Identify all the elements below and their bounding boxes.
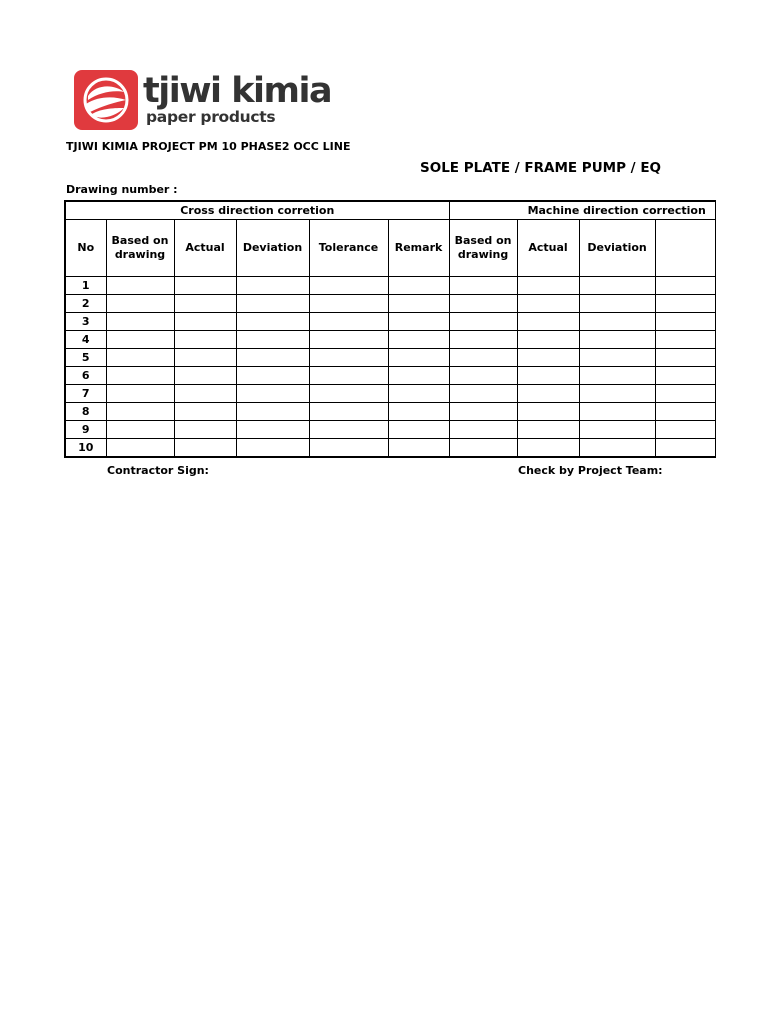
drawing-number-label: Drawing number : (66, 183, 178, 196)
table-cell[interactable] (106, 385, 174, 403)
table-cell[interactable] (174, 421, 236, 439)
table-cell[interactable] (174, 367, 236, 385)
row-number: 6 (65, 367, 106, 385)
row-number: 7 (65, 385, 106, 403)
table-cell[interactable] (517, 367, 579, 385)
table-cell[interactable] (174, 403, 236, 421)
row-number: 3 (65, 313, 106, 331)
table-cell[interactable] (309, 295, 388, 313)
table-cell[interactable] (655, 403, 715, 421)
group-header-machine: Machine direction correction (449, 201, 715, 220)
table-cell[interactable] (309, 421, 388, 439)
table-cell[interactable] (388, 349, 449, 367)
table-cell[interactable] (449, 277, 517, 295)
table-cell[interactable] (388, 439, 449, 458)
column-header-actual: Actual (174, 220, 236, 277)
tjiwi-kimia-logo-icon (74, 70, 138, 130)
table-cell[interactable] (655, 367, 715, 385)
table-cell[interactable] (517, 421, 579, 439)
table-cell[interactable] (449, 403, 517, 421)
row-number: 9 (65, 421, 106, 439)
table-cell[interactable] (174, 277, 236, 295)
table-cell[interactable] (655, 439, 715, 458)
table-cell[interactable] (655, 349, 715, 367)
table-cell[interactable] (388, 331, 449, 349)
table-cell[interactable] (655, 385, 715, 403)
table-cell[interactable] (106, 331, 174, 349)
table-cell[interactable] (449, 313, 517, 331)
table-cell[interactable] (579, 421, 655, 439)
column-header-based-on-drawing: Based on drawing (106, 220, 174, 277)
table-cell[interactable] (309, 349, 388, 367)
table-cell[interactable] (236, 367, 309, 385)
table-cell[interactable] (449, 349, 517, 367)
table-cell[interactable] (309, 313, 388, 331)
table-cell[interactable] (309, 403, 388, 421)
table-cell[interactable] (174, 385, 236, 403)
row-number: 2 (65, 295, 106, 313)
column-header-md-based-on-drawing: Based on drawing (449, 220, 517, 277)
table-cell[interactable] (309, 367, 388, 385)
table-cell[interactable] (106, 367, 174, 385)
table-cell[interactable] (174, 295, 236, 313)
table-cell[interactable] (174, 331, 236, 349)
column-header-deviation: Deviation (236, 220, 309, 277)
table-cell[interactable] (236, 349, 309, 367)
table-cell[interactable] (517, 349, 579, 367)
table-cell[interactable] (579, 331, 655, 349)
table-cell[interactable] (309, 385, 388, 403)
table-cell[interactable] (388, 367, 449, 385)
table-cell[interactable] (106, 421, 174, 439)
table-cell[interactable] (236, 403, 309, 421)
column-header-md-deviation: Deviation (579, 220, 655, 277)
logo-subtitle: paper products (146, 108, 276, 126)
row-number: 1 (65, 277, 106, 295)
table-cell[interactable] (236, 385, 309, 403)
table-cell[interactable] (236, 277, 309, 295)
table-cell[interactable] (655, 295, 715, 313)
table-cell[interactable] (236, 313, 309, 331)
table-cell[interactable] (309, 331, 388, 349)
table-cell[interactable] (579, 385, 655, 403)
table-cell[interactable] (236, 439, 309, 458)
row-number: 4 (65, 331, 106, 349)
table-cell[interactable] (388, 403, 449, 421)
table-cell[interactable] (236, 295, 309, 313)
table-cell[interactable] (174, 313, 236, 331)
table-cell[interactable] (579, 367, 655, 385)
column-header-md-hidden (655, 220, 715, 277)
project-title: TJIWI KIMIA PROJECT PM 10 PHASE2 OCC LINE (66, 140, 351, 153)
table-cell[interactable] (106, 349, 174, 367)
table-cell[interactable] (236, 421, 309, 439)
group-header-cross: Cross direction corretion (65, 201, 449, 220)
table-cell[interactable] (517, 313, 579, 331)
table-cell[interactable] (579, 277, 655, 295)
table-cell[interactable] (388, 385, 449, 403)
table-cell[interactable] (449, 385, 517, 403)
column-header-no: No (65, 220, 106, 277)
table-cell[interactable] (517, 331, 579, 349)
table-cell[interactable] (388, 421, 449, 439)
column-header-remark: Remark (388, 220, 449, 277)
table-cell[interactable] (174, 439, 236, 458)
table-cell[interactable] (106, 277, 174, 295)
table-cell[interactable] (517, 295, 579, 313)
table-cell[interactable] (579, 313, 655, 331)
table-cell[interactable] (449, 295, 517, 313)
table-cell[interactable] (449, 421, 517, 439)
table-cell[interactable] (449, 439, 517, 458)
logo-name: tjiwi kimia (143, 71, 332, 111)
table-cell[interactable] (579, 295, 655, 313)
table-cell[interactable] (517, 277, 579, 295)
table-cell[interactable] (388, 313, 449, 331)
row-number: 10 (65, 439, 106, 458)
table-cell[interactable] (579, 403, 655, 421)
table-cell[interactable] (655, 421, 715, 439)
table-cell[interactable] (449, 367, 517, 385)
column-header-tolerance: Tolerance (309, 220, 388, 277)
table-cell[interactable] (309, 439, 388, 458)
table-cell[interactable] (106, 313, 174, 331)
row-number: 5 (65, 349, 106, 367)
measurement-table (64, 200, 706, 462)
project-team-check-label: Check by Project Team: (518, 464, 663, 477)
table-cell[interactable] (106, 439, 174, 458)
table-cell[interactable] (309, 277, 388, 295)
table-cell[interactable] (517, 385, 579, 403)
table-cell[interactable] (655, 277, 715, 295)
table-cell[interactable] (106, 295, 174, 313)
table-cell[interactable] (579, 349, 655, 367)
table-cell[interactable] (655, 313, 715, 331)
table-cell[interactable] (655, 331, 715, 349)
table-cell[interactable] (388, 277, 449, 295)
table-cell[interactable] (517, 439, 579, 458)
table-cell[interactable] (174, 349, 236, 367)
table-cell[interactable] (517, 403, 579, 421)
column-header-md-actual: Actual (517, 220, 579, 277)
form-title: SOLE PLATE / FRAME PUMP / EQ (420, 160, 662, 176)
row-number: 8 (65, 403, 106, 421)
table-cell[interactable] (106, 403, 174, 421)
table-cell[interactable] (236, 331, 309, 349)
contractor-sign-label: Contractor Sign: (107, 464, 209, 477)
table-cell[interactable] (388, 295, 449, 313)
table-cell[interactable] (579, 439, 655, 458)
table-cell[interactable] (449, 331, 517, 349)
